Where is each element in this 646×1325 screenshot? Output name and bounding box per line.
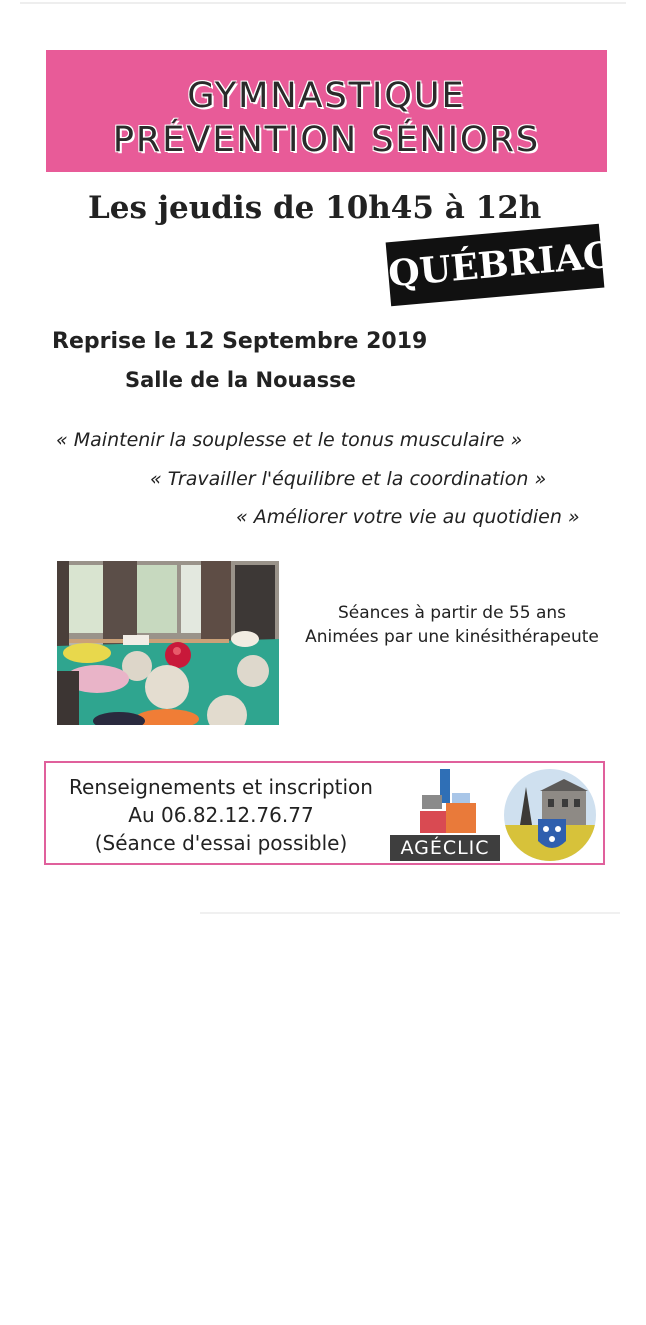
ageclic-blocks-icon bbox=[390, 767, 500, 837]
town-emblem bbox=[504, 769, 596, 861]
contact-heading: Renseignements et inscription bbox=[69, 775, 373, 799]
scan-edge-bottom bbox=[200, 912, 620, 914]
reprise-date: Reprise le 12 Septembre 2019 bbox=[52, 329, 428, 354]
title-banner bbox=[46, 50, 607, 172]
town-badge: QUÉBRIAC bbox=[386, 224, 605, 306]
sessions-info bbox=[296, 601, 608, 649]
town-crest-icon bbox=[504, 769, 596, 861]
ageclic-logo bbox=[390, 767, 500, 861]
title-line-2: PRÉVENTION SÉNIORS bbox=[112, 120, 541, 160]
contact-text bbox=[56, 773, 386, 857]
ageclic-label: AGÉCLIC bbox=[390, 835, 500, 861]
sessions-instructor: Animées par une kinésithérapeute bbox=[305, 627, 599, 647]
title-line-1: GYMNASTIQUE bbox=[187, 76, 466, 116]
quote-3: « Améliorer votre vie au quotidien » bbox=[236, 506, 580, 528]
schedule-text: Les jeudis de 10h45 à 12h bbox=[88, 190, 542, 226]
quote-2: « Travailler l'équilibre et la coordination » bbox=[150, 468, 547, 490]
sessions-age: Séances à partir de 55 ans bbox=[337, 603, 567, 623]
venue-name: Salle de la Nouasse bbox=[125, 368, 356, 392]
contact-box bbox=[44, 761, 605, 865]
gym-class-photo bbox=[57, 561, 279, 725]
contact-phone: Au 06.82.12.76.77 bbox=[128, 803, 314, 827]
contact-trial: (Séance d'essai possible) bbox=[94, 831, 348, 855]
quote-1: « Maintenir la souplesse et le tonus musculaire » bbox=[56, 429, 523, 451]
scan-edge-top bbox=[20, 2, 626, 4]
